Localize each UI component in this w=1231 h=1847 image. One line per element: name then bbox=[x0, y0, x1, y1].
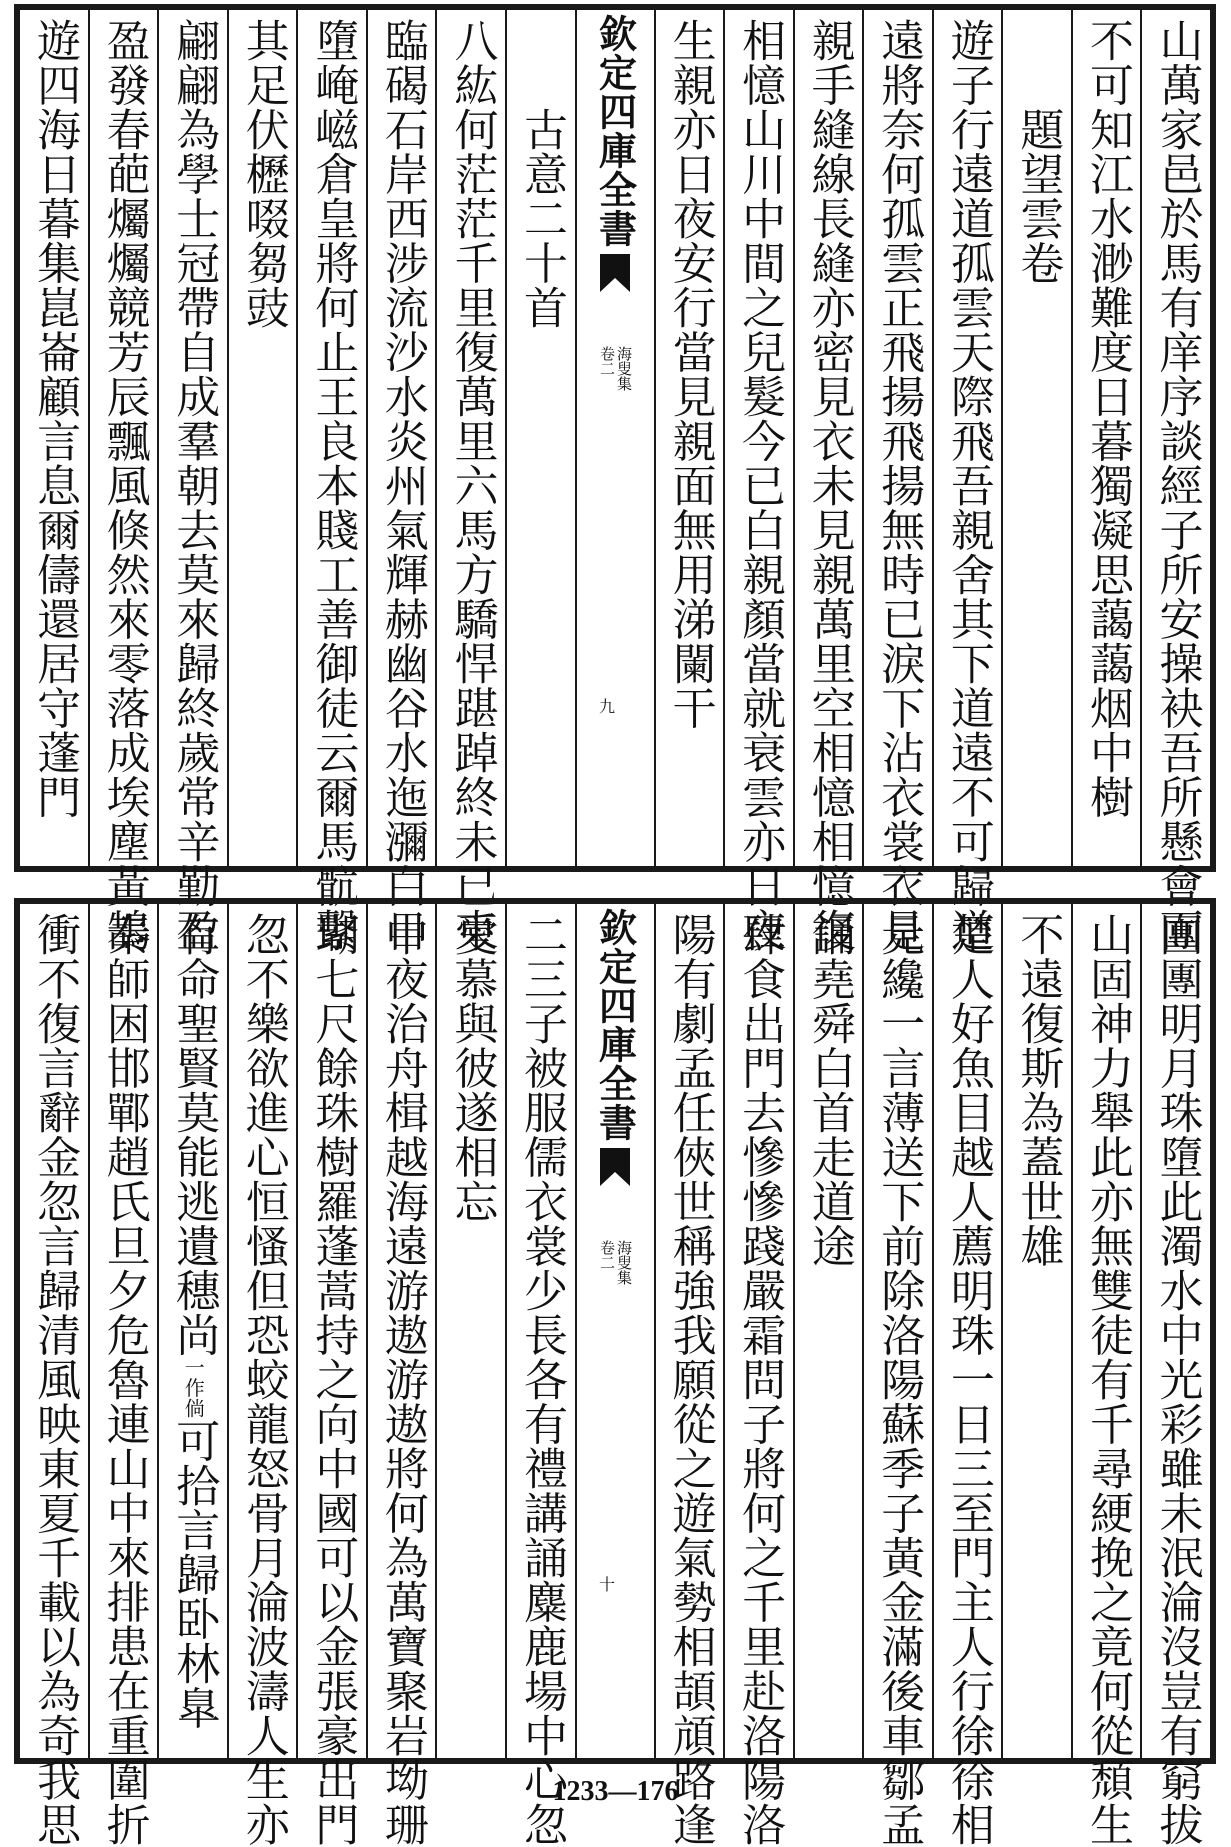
text-column bbox=[862, 10, 932, 953]
column-text: 誦堯舜白首走道途 bbox=[803, 912, 855, 1268]
text-column bbox=[654, 904, 724, 1847]
text-column bbox=[654, 10, 724, 866]
text-column bbox=[793, 10, 863, 953]
column-text: 八紘何茫茫千里復萬里六馬方驕悍踸踔終未已東 bbox=[446, 18, 498, 953]
top-page bbox=[14, 4, 1216, 953]
column-text: 生親亦日夜安行當見親面無用涕闌干 bbox=[664, 18, 716, 730]
column-text: 陽有劇孟任俠世稱強我願從之遊氣勢相頡頏路逢 bbox=[664, 912, 716, 1847]
text-column bbox=[505, 904, 575, 1847]
collection-title: 欽定四庫全書 bbox=[592, 908, 638, 1142]
leaf-number: 十 bbox=[596, 1576, 616, 1592]
fold-caption bbox=[599, 346, 631, 391]
column-text: 不可知江水渺難度日暮獨凝思藹藹烟中樹 bbox=[1081, 18, 1133, 819]
column-text: 盈發春葩爥爥競芳辰飄風倏然來零落成埃塵黃鵠 bbox=[98, 18, 150, 953]
column-text: 忽不樂欲進心恒慅但恐蛟龍怒骨月淪波濤人生亦 bbox=[237, 912, 289, 1847]
column-text: 秦師困邯鄲趙氏旦夕危魯連山中來排患在重圍折 bbox=[98, 912, 150, 1847]
column-text: 楚人好魚目越人薦明珠一日三至門主人行徐徐相 bbox=[942, 912, 994, 1847]
book-name: 海叟集 bbox=[615, 1240, 633, 1285]
text-column bbox=[932, 904, 1002, 1847]
column-text: 中夜治舟楫越海遠游遨游遨將何為萬寶聚岩坳珊 bbox=[376, 912, 428, 1847]
text-column bbox=[296, 904, 366, 1847]
column-text: 親手縫線長縫亦密見衣未見親萬里空相憶相憶復 bbox=[803, 18, 855, 953]
center-fold bbox=[575, 10, 654, 866]
text-column bbox=[862, 904, 932, 1847]
column-text: 墮崦嵫倉皇將何止王良本賤工善御徒云爾馬骯繫 bbox=[307, 18, 359, 953]
variant-note-marker: 一作 bbox=[181, 1357, 206, 1398]
text-column bbox=[1001, 10, 1071, 866]
column-text: 翩翩為學士冠帶自成羣朝去莫來歸終歲常辛勤盈 bbox=[168, 18, 220, 953]
text-column bbox=[435, 10, 505, 953]
fishtail-mark-icon bbox=[600, 254, 630, 292]
column-text: 遠將奈何孤雲正飛揚飛揚無時已淚下沾衣裳衣是 bbox=[873, 18, 925, 953]
column-text bbox=[168, 904, 219, 1758]
fold-caption bbox=[599, 1240, 631, 1285]
text-column bbox=[20, 10, 88, 866]
column-text: 遊四海日暮集崑崙顧言息爾儔還居守蓬門 bbox=[29, 18, 81, 819]
footer-page-number: 1233—176 bbox=[552, 1776, 679, 1807]
text-column bbox=[296, 10, 366, 953]
variant-note-char: 倘 bbox=[181, 1398, 206, 1419]
column-text-continuation: 可拾言歸卧林臯 bbox=[168, 1418, 220, 1730]
text-column bbox=[157, 904, 227, 1758]
column-text: 衝不復言辭金忽言歸清風映東夏千載以為奇我思 bbox=[29, 912, 81, 1847]
column-text: 其足伏櫪啜芻豉 bbox=[237, 18, 289, 330]
text-column bbox=[88, 10, 158, 953]
text-column bbox=[366, 904, 436, 1847]
column-text: 相憶山川中間之兒髮今已白親顏當就衰雲亦日夜 bbox=[734, 18, 786, 953]
text-column bbox=[366, 10, 436, 953]
poem-title: 題望雲卷 bbox=[1012, 18, 1064, 285]
book-name: 海叟集 bbox=[615, 346, 633, 391]
column-text: 見纔一言薄送下前除洛陽蘇季子黃金滿後車鄒孟 bbox=[873, 912, 925, 1847]
text-column bbox=[793, 904, 863, 1758]
text-column bbox=[505, 10, 575, 866]
text-column bbox=[227, 904, 297, 1847]
column-text: 團團明月珠墮此濁水中光彩雖未泯淪沒豈有窮拔 bbox=[1151, 912, 1203, 1847]
text-column bbox=[932, 10, 1002, 953]
center-fold bbox=[575, 904, 654, 1758]
text-column bbox=[20, 904, 88, 1847]
text-column bbox=[723, 10, 793, 953]
text-column bbox=[1140, 904, 1210, 1847]
column-text: 不遠復斯為蓋世雄 bbox=[1012, 912, 1064, 1268]
column-text: 肆食出門去慘慘踐嚴霜問子將何之千里赴洛陽洛 bbox=[734, 912, 786, 1847]
column-text: 瑚七尺餘珠樹羅蓬蒿持之向中國可以金張豪出門 bbox=[307, 912, 359, 1847]
volume-label: 卷二 bbox=[598, 346, 616, 376]
column-text: 遊子行遠道孤雲天際飛吾親舍其下道遠不可歸道 bbox=[942, 18, 994, 953]
collection-title: 欽定四庫全書 bbox=[592, 14, 638, 248]
column-text-main: 有命聖賢莫能逃遺穗尚 bbox=[168, 912, 220, 1357]
text-column bbox=[227, 10, 297, 866]
leaf-number: 九 bbox=[596, 698, 616, 714]
column-text: 愛慕與彼遂相忘 bbox=[446, 912, 498, 1224]
text-column bbox=[157, 10, 227, 953]
text-column bbox=[1001, 904, 1071, 1758]
column-text: 山固神力舉此亦無雙徒有千尋綆挽之竟何從頹生 bbox=[1081, 912, 1133, 1847]
text-column bbox=[723, 904, 793, 1847]
text-column bbox=[435, 904, 505, 1758]
column-text: 山萬家邑於馬有庠序談經子所安操袂吾所懸會面 bbox=[1151, 18, 1203, 953]
text-column bbox=[1140, 10, 1210, 953]
fishtail-mark-icon bbox=[600, 1148, 630, 1186]
text-column bbox=[1071, 10, 1141, 866]
column-text: 二三子被服儒衣裳少長各有禮講誦麋鹿場中心忽 bbox=[516, 912, 568, 1847]
text-column bbox=[1071, 904, 1141, 1847]
text-column bbox=[88, 904, 158, 1847]
column-text: 臨碣石岸西涉流沙水炎州氣輝赫幽谷水迤瀰白日 bbox=[376, 18, 428, 953]
volume-label: 卷二 bbox=[598, 1240, 616, 1270]
poem-title: 古意二十首 bbox=[516, 18, 568, 330]
